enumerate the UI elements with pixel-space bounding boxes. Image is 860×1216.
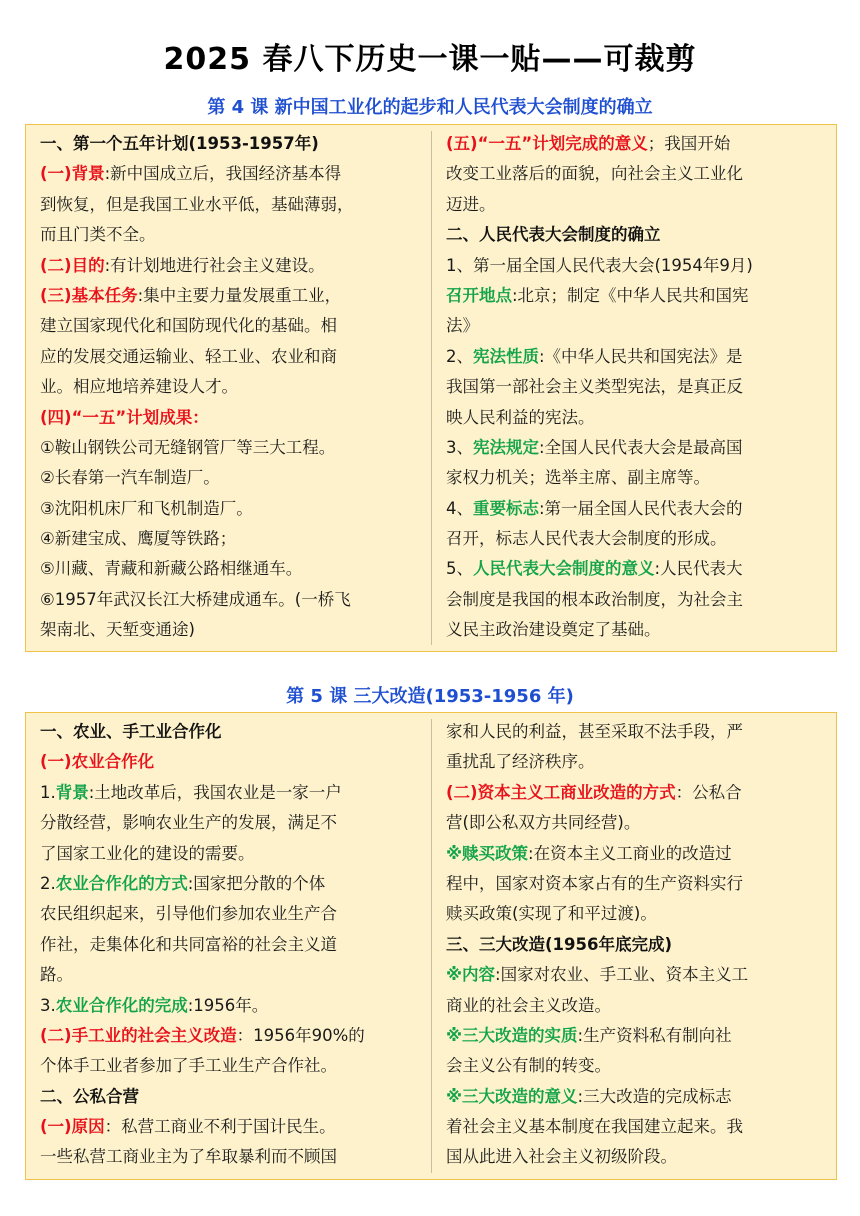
body-text: :《中华人民共和国宪法》是 <box>539 346 743 366</box>
keyword-label: ※三大改造的意义 <box>446 1086 578 1106</box>
body-text: 农民组织起来，引导他们参加农业生产合 <box>40 904 337 924</box>
keyword-label: 宪法性质 <box>473 346 539 366</box>
text-line <box>40 311 412 341</box>
keyword-label: ※内容 <box>446 965 496 985</box>
body-text: 应的发展交通运输业、轻工业、农业和商 <box>40 346 337 366</box>
text-line <box>446 1112 818 1142</box>
text-line <box>446 717 818 747</box>
column-divider <box>431 131 432 645</box>
body-text: :第一届全国人民代表大会的 <box>539 498 743 518</box>
keyword-label: 背景 <box>55 782 89 802</box>
body-text: :新中国成立后，我国经济基本得 <box>104 164 342 184</box>
text-line <box>40 220 412 250</box>
section-heading: 二、公私合营 <box>40 1086 139 1106</box>
section-heading: 一、农业、手工业合作化 <box>40 722 222 741</box>
text-line <box>446 311 818 341</box>
body-text: 商业的社会主义改造。 <box>446 995 611 1015</box>
text-line <box>446 839 818 869</box>
text-line <box>446 930 818 960</box>
text-line <box>40 808 412 838</box>
body-text: 营(即公私双方共同经营)。 <box>446 813 641 833</box>
keyword-label: 人民代表大会制度的意义 <box>473 559 655 579</box>
text-line <box>446 778 818 808</box>
body-text: 3. <box>40 995 56 1015</box>
body-text: 2. <box>40 873 56 893</box>
text-line <box>40 585 412 615</box>
keyword-label: 重要标志 <box>473 498 539 518</box>
text-line <box>446 463 818 493</box>
text-line <box>40 190 412 220</box>
text-line <box>446 220 818 250</box>
keyword-label: (二)手工业的社会主义改造 <box>40 1025 237 1045</box>
text-line <box>446 1082 818 1112</box>
body-text: 1、第一届全国人民代表大会(1954年9月) <box>446 255 753 275</box>
text-line <box>40 129 412 159</box>
lesson-5-title: 第 5 课 三大改造(1953-1956 年) <box>286 686 574 707</box>
text-line <box>40 494 412 524</box>
body-text: 了国家工业化的建设的需要。 <box>40 843 255 863</box>
body-text: :有计划地进行社会主义建设。 <box>104 255 325 275</box>
text-line <box>40 960 412 990</box>
keyword-label: 农业合作化的完成 <box>55 995 188 1015</box>
body-text: 到恢复，但是我国工业水平低，基础薄弱， <box>40 194 354 214</box>
section-heading: 二、人民代表大会制度的确立 <box>446 225 661 245</box>
body-text: 义民主政治建设奠定了基础。 <box>446 620 661 640</box>
text-line <box>446 342 818 372</box>
keyword-label: (三)基本任务 <box>40 285 138 305</box>
text-line <box>40 554 412 584</box>
body-text: ①鞍山钢铁公司无缝钢管厂等三大工程。 <box>40 437 336 457</box>
keyword-label: (四)“一五”计划成果： <box>40 407 209 427</box>
body-text: ⑥1957年武汉长江大桥建成通车。(一桥飞 <box>40 589 351 609</box>
text-line <box>446 433 818 463</box>
lesson-4-left-column <box>40 129 412 646</box>
body-text: 一些私营工商业主为了牟取暴利而不顾国 <box>40 1147 337 1167</box>
text-line <box>446 372 818 402</box>
body-text: :土地改革后，我国农业是一家一户 <box>88 782 342 802</box>
body-text: 程中，国家对资本家占有的生产资料实行 <box>446 873 743 893</box>
text-line <box>40 281 412 311</box>
keyword-label: (一)原因 <box>40 1117 105 1137</box>
text-line <box>40 839 412 869</box>
body-text: 会制度是我国的根本政治制度，为社会主 <box>446 589 743 609</box>
body-text: 个体手工业者参加了手工业生产合作社。 <box>40 1056 337 1076</box>
lesson-4-title: 第 4 课 新中国工业化的起步和人民代表大会制度的确立 <box>207 97 653 118</box>
body-text: :1956年。 <box>187 995 269 1015</box>
body-text: :国家把分散的个体 <box>187 873 326 893</box>
text-line <box>446 585 818 615</box>
text-line <box>40 1082 412 1112</box>
body-text: 映人民利益的宪法。 <box>446 407 595 427</box>
column-divider <box>431 719 432 1173</box>
body-text: 法》 <box>446 316 479 336</box>
text-line <box>446 554 818 584</box>
text-line <box>40 1021 412 1051</box>
body-text: 建立国家现代化和国防现代化的基础。相 <box>40 316 337 336</box>
text-line <box>40 403 412 433</box>
body-text: :全国人民代表大会是最高国 <box>539 437 743 457</box>
body-text: 作社，走集体化和共同富裕的社会主义道 <box>40 934 337 954</box>
text-line <box>446 899 818 929</box>
text-line <box>40 524 412 554</box>
keyword-label: 宪法规定 <box>473 437 539 457</box>
text-line <box>40 1112 412 1142</box>
body-text: 分散经营，影响农业生产的发展，满足不 <box>40 813 337 833</box>
body-text: 家权力机关；选举主席、副主席等。 <box>446 468 710 488</box>
keyword-label: 农业合作化的方式 <box>55 873 188 893</box>
body-text: 国从此进入社会主义初级阶段。 <box>446 1147 677 1167</box>
body-text: 路。 <box>40 965 73 985</box>
body-text: 赎买政策(实现了和平过渡)。 <box>446 904 657 924</box>
text-line <box>446 869 818 899</box>
body-text: :在资本主义工商业的改造过 <box>528 843 732 863</box>
body-text: 2、 <box>446 346 473 366</box>
keyword-label: ※赎买政策 <box>446 843 529 863</box>
text-line <box>446 747 818 777</box>
text-line <box>40 1051 412 1081</box>
text-line <box>40 778 412 808</box>
text-line <box>446 159 818 189</box>
body-text: :人民代表大 <box>654 559 743 579</box>
keyword-label: ※三大改造的实质 <box>446 1025 578 1045</box>
text-line <box>446 524 818 554</box>
body-text: ②长春第一汽车制造厂。 <box>40 468 220 488</box>
section-heading: 一、第一个五年计划(1953-1957年) <box>40 134 319 153</box>
keyword-label: 召开地点 <box>446 285 512 305</box>
keyword-label: (五)“一五”计划完成的意义 <box>446 134 648 153</box>
text-line <box>40 717 412 747</box>
text-line <box>40 342 412 372</box>
body-text: 4、 <box>446 498 473 518</box>
keyword-label: (二)资本主义工商业改造的方式 <box>446 782 676 802</box>
text-line <box>40 1142 412 1172</box>
lesson-5-right-column <box>446 717 818 1173</box>
text-line <box>446 960 818 990</box>
text-line <box>40 159 412 189</box>
text-line <box>40 869 412 899</box>
body-text: ：1956年90%的 <box>236 1025 365 1045</box>
text-line <box>446 494 818 524</box>
text-line <box>40 372 412 402</box>
text-line <box>40 615 412 645</box>
body-text: 1. <box>40 782 56 802</box>
body-text: ：公私合 <box>675 782 742 802</box>
text-line <box>446 808 818 838</box>
lesson-4-card <box>25 124 837 652</box>
body-text: 着社会主义基本制度在我国建立起来。我 <box>446 1117 743 1137</box>
body-text: 会主义公有制的转变。 <box>446 1056 611 1076</box>
body-text: 我国第一部社会主义类型宪法，是真正反 <box>446 377 743 397</box>
keyword-label: (一)背景 <box>40 164 105 184</box>
text-line <box>40 899 412 929</box>
text-line <box>446 281 818 311</box>
body-text: ：私营工商业不利于国计民生。 <box>104 1117 336 1137</box>
lesson-4-right-column <box>446 129 818 646</box>
text-line <box>446 403 818 433</box>
text-line <box>446 251 818 281</box>
text-line <box>446 1021 818 1051</box>
text-line <box>40 251 412 281</box>
body-text: 召开，标志人民代表大会制度的形成。 <box>446 529 727 549</box>
body-text: 迈进。 <box>446 194 496 214</box>
text-line <box>446 1142 818 1172</box>
body-text: :国家对农业、手工业、资本主义工 <box>495 965 749 985</box>
body-text: ④新建宝成、鹰厦等铁路； <box>40 529 237 549</box>
keyword-label: (一)农业合作化 <box>40 752 155 772</box>
text-line <box>40 991 412 1021</box>
page-title: 2025 春八下历史一课一贴——可裁剪 <box>163 42 697 77</box>
body-text: 3、 <box>446 437 473 457</box>
body-text: 架南北、天堑变通途) <box>40 620 195 640</box>
text-line <box>446 615 818 645</box>
body-text: ；我国开始 <box>647 134 731 153</box>
text-line <box>40 433 412 463</box>
body-text: ③沈阳机床厂和飞机制造厂。 <box>40 498 253 518</box>
body-text: :三大改造的完成标志 <box>577 1086 732 1106</box>
lesson-5-card <box>25 712 837 1180</box>
body-text: ⑤川藏、青藏和新藏公路相继通车。 <box>40 559 303 579</box>
body-text: 而且门类不全。 <box>40 225 156 245</box>
body-text: 5、 <box>446 559 473 579</box>
body-text: 业。相应地培养建设人才。 <box>40 377 238 397</box>
text-line <box>446 991 818 1021</box>
text-line <box>40 747 412 777</box>
text-line <box>40 930 412 960</box>
body-text: :生产资料私有制向社 <box>577 1025 732 1045</box>
keyword-label: (二)目的 <box>40 255 105 275</box>
text-line <box>446 1051 818 1081</box>
body-text: :集中主要力量发展重工业， <box>137 285 342 305</box>
body-text: 改变工业落后的面貌，向社会主义工业化 <box>446 164 743 184</box>
text-line <box>446 190 818 220</box>
body-text: :北京；制定《中华人民共和国宪 <box>512 285 749 305</box>
text-line <box>446 129 818 159</box>
body-text: 重扰乱了经济秩序。 <box>446 752 595 772</box>
text-line <box>40 463 412 493</box>
section-heading: 三、三大改造(1956年底完成) <box>446 934 673 954</box>
lesson-5-left-column <box>40 717 412 1173</box>
body-text: 家和人民的利益，甚至采取不法手段，严 <box>446 722 743 741</box>
